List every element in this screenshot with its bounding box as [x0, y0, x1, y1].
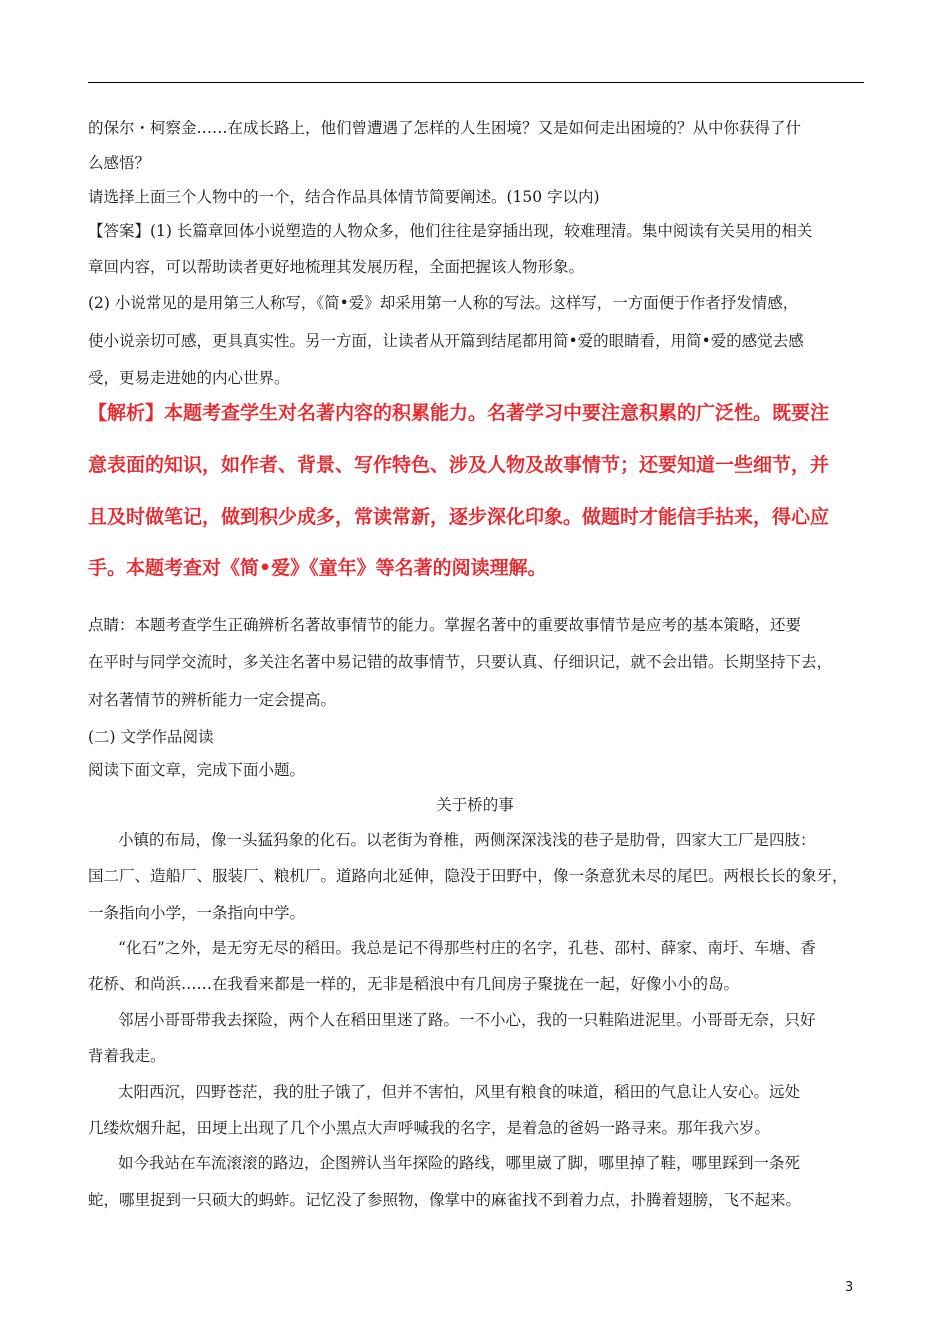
article-line: 如今我站在车流滚滚的路边，企图辨认当年探险的路线，哪里崴了脚，哪里掉了鞋，哪里踩到一条死 [118, 1154, 801, 1172]
analysis-line-1: 【解析】本题考查学生对名著内容的积累能力。名著学习中要注意积累的广泛性。既要注 [88, 402, 830, 424]
page-number: 3 [845, 1280, 854, 1295]
reading-instruction: 阅读下面文章，完成下面小题。 [88, 761, 306, 779]
article-line: 蛇，哪里捉到一只硕大的蚂蚱。记忆没了参照物，像掌中的麻雀找不到着力点，扑腾着翅膀，飞不起来。 [88, 1191, 802, 1209]
answer-line-4: 使小说亲切可感，更具真实性。另一方面，让读者从开篇到结尾都用简•爱的眼睛看，用简•爱的感觉去感 [88, 332, 804, 350]
section-heading: (二) 文学作品阅读 [88, 728, 214, 746]
article-line: 背着我走。 [88, 1047, 166, 1065]
answer-line-5: 受，更易走进她的内心世界。 [88, 369, 290, 387]
question-instruction: 请选择上面三个人物中的一个，结合作品具体情节简要阐述。(150 字以内) [88, 188, 600, 206]
answer-line-1: 【答案】(1) 长篇章回体小说塑造的人物众多，他们往往是穿插出现，较难理清。集中阅读有关吴用的相关 [88, 222, 813, 240]
analysis-line-2: 意表面的知识，如作者、背景、写作特色、涉及人物及故事情节；还要知道一些细节，并 [88, 454, 830, 476]
article-title: 关于桥的事 [436, 796, 514, 814]
article-line: 一条指向小学，一条指向中学。 [88, 904, 306, 922]
analysis-line-3: 且及时做笔记，做到积少成多，常读常新，逐步深化印象。做题时才能信手拈来，得心应 [88, 506, 830, 528]
article-line: 国二厂、造船厂、服装厂、粮机厂。道路向北延伸，隐没于田野中，像一条意犹未尽的尾巴。两根长长的象牙， [88, 867, 848, 885]
question-line-2: 么感悟？ [88, 154, 151, 172]
article-line: 邻居小哥哥带我去探险，两个人在稻田里迷了路。一不小心，我的一只鞋陷进泥里。小哥哥无奈，只好 [118, 1011, 816, 1029]
comment-line-3: 对名著情节的辨析能力一定会提高。 [88, 691, 337, 709]
article-line: 花桥、和尚浜……在我看来都是一样的，无非是稻浪中有几间房子聚拢在一起，好像小小的岛。 [88, 975, 740, 993]
answer-line-3: (2) 小说常见的是用第三人称写，《简•爱》却采用第一人称的写法。这样写，一方面便于作者抒发情感， [88, 294, 799, 312]
header-rule [88, 82, 864, 83]
article-line: 小镇的布局，像一头猛犸象的化石。以老街为脊椎，两侧深深浅浅的巷子是肋骨，四家大工厂是四肢： [118, 831, 816, 849]
question-line-1: 的保尔・柯察金……在成长路上，他们曾遭遇了怎样的人生困境？又是如何走出困境的？从中你获得了什 [88, 119, 802, 137]
answer-line-2: 章回内容，可以帮助读者更好地梳理其发展历程，全面把握该人物形象。 [88, 258, 585, 276]
analysis-line-4: 手。本题考查对《简•爱》《童年》等名著的阅读理解。 [88, 557, 547, 579]
comment-line-1: 点睛：本题考查学生正确辨析名著故事情节的能力。掌握名著中的重要故事情节是应考的基本策略，还要 [88, 616, 802, 634]
article-line: “化石”之外，是无穷无尽的稻田。我总是记不得那些村庄的名字，孔巷、邵村、薛家、南圩、车塘、香 [118, 939, 816, 957]
comment-line-2: 在平时与同学交流时，多关注名著中易记错的故事情节，只要认真、仔细识记，就不会出错。长期坚持下去， [88, 653, 833, 671]
article-line: 几缕炊烟升起，田埂上出现了几个小黑点大声呼喊我的名字，是着急的爸妈一路寻来。那年我六岁。 [88, 1119, 771, 1137]
article-line: 太阳西沉，四野苍茫，我的肚子饿了，但并不害怕，风里有粮食的味道，稻田的气息让人安心。远处 [118, 1083, 801, 1101]
